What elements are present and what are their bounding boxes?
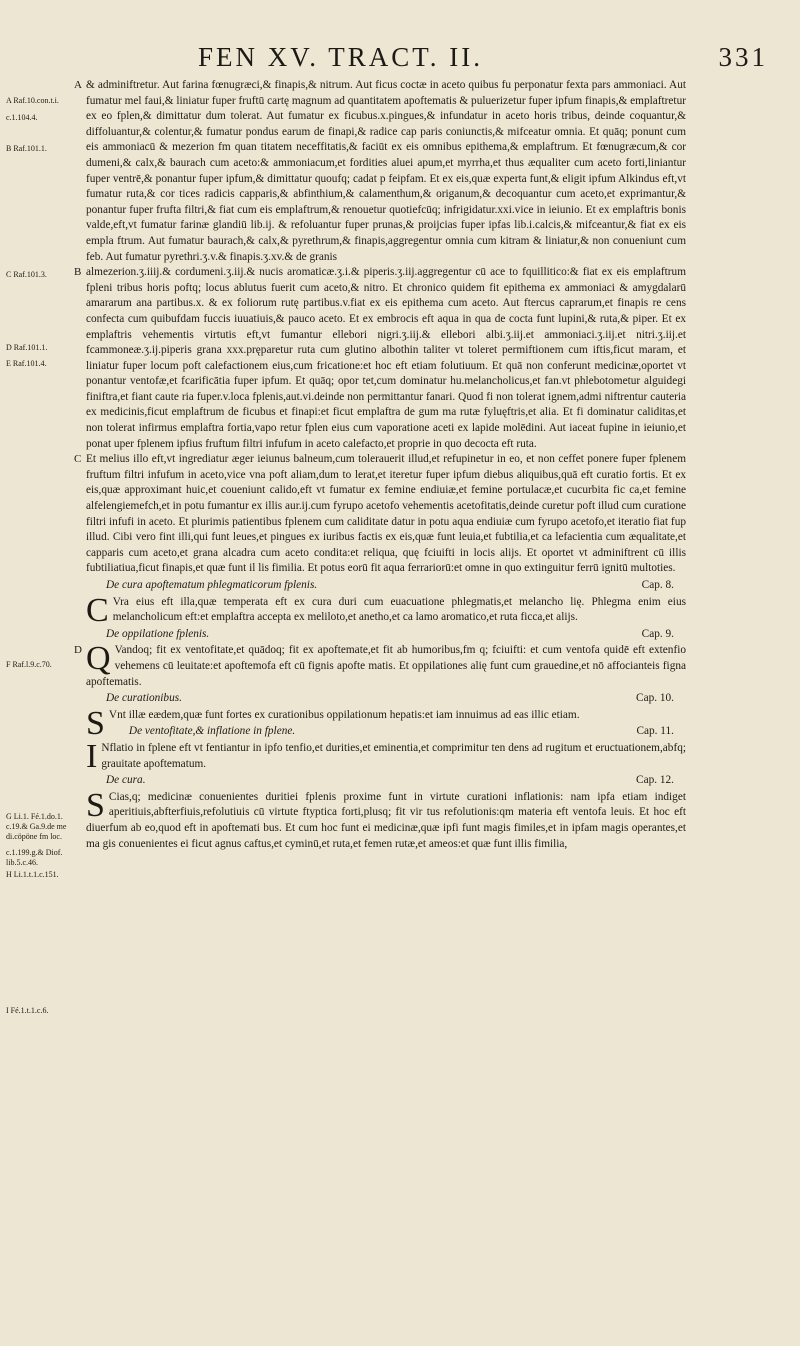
chapter-number: Cap. 8.: [641, 579, 674, 591]
margin-note: I Fé.1.t.1.c.6.: [6, 1006, 49, 1015]
page-number: 331: [718, 42, 768, 72]
margin-note: c.1.199.g.& Diof. lib.5.c.46.: [6, 848, 63, 867]
margin-note: F Raf.l.9.c.70.: [6, 660, 52, 669]
chapter-number: Cap. 12.: [636, 774, 674, 787]
section-letter: D: [74, 644, 82, 657]
chapter-title: De cura apoftematum phlegmaticorum fplenis.: [106, 579, 318, 591]
paragraph: [74, 452, 686, 577]
text-column: [74, 78, 686, 852]
paragraph-text: Vandoq; fit ex ventofitate,et quādoq; fit ex apoftemate,et fit ab humoribus,fm q; fciuifti: et cum ventofa quidē eft extenfio vehemens cū leuitate:et apoftemofa eft cū fignis apofte matis. Et oppilationes alię funt cum grauedine,et nō affocianteis figna apoftematis.: [86, 644, 686, 688]
running-header: [198, 42, 768, 82]
drop-capital: S: [86, 704, 105, 742]
margin-note: H Li.1.t.1.c.151.: [6, 870, 59, 879]
paragraph-text: almezerion.ʒ.iiij.& cordumeni.ʒ.iij.& nucis aromaticæ.ʒ.i.& piperis.ʒ.iij.aggregentur cū ace to fquillitico:& fiat ex eis emplaftrum fpleni tribus horis poftq; locus ablutus fuerit cum aceto,& nitro. Et chronico quidem fit epithema ex ammoniaci & amygdalarū amararum ana partibus.x. & ex foliorum rutę partibus.v.fiat ex eis epithema cum aceto. Aut ftercus caprarum,et finapis re cens confecta cum quibufdam fuccis iuuatiuis,& pauco aceto. Et ex embrocis eft aqua in qua de cocta funt lupini,& ruta,& piper. Et ex emplaftris vehementis virtutis eft,vt fumantur ellebori nigri.ʒ.iij.& ellebori albi.ʒ.iij.et ammoniaci.ʒ.iij.et nitri.ʒ.iij.et fcammoneæ.ʒ.ij.piperis grana xxx.pręparetur ruta cum glutino albothin taliter vt toleret permiftionem cum iftis,ficut maram, et liniatur fuper locum poft calefactionem eius,cum fricatione:et hoc eft etiam folutiuum. Et quā non conferunt medicinæ,oportet vt ponantur ventofæ,et fcarificātia fuper ipfum. Et quāq; opor tet,cum dominatur hu.melancholicus,et fan.vt phlebotometur alguidegi finiftra,et fiant caute ria fuper.v.loca fplenis,aut.vi.deinde non permittantur fanari. Quod fi non tolerat ignem,admi niftrentur cauteria ex medicinis,ficut emplaftrum de ficubus et finapi:et ficut emplaftra de gum ma rutæ fyluęftris,et alia. Et fi dominatur caliditas,et non tolerat infirmus emplaftra fortia,vapo retur fplen eius cum vaporatione aceti ex lapide molēdini. Aut iaceat fupine in ieiunio,et ponat uper fplenem ipfius fruftum filtri infufum in aceto calefacto,et proprie in quo decocta eft ruta.: [86, 266, 686, 450]
margin-note: C Raf.101.3.: [6, 270, 47, 279]
paragraph: [74, 640, 686, 690]
drop-capital: C: [86, 591, 109, 629]
paragraph: [74, 265, 686, 452]
paragraph-text: Et melius illo eft,vt ingrediatur æger ieiunus balneum,cum tolerauerit illud,et refupinetur in eo, et non ceffet ponere fuper fplenem fruftum filtri infufum in aceto,vice vna poft aliam,dum to lerat,et iteretur fuper ipfum diebus aliquibus,quā eft curatio fortis. Et ex eis,quæ approximant huic,et coueniunt calido,eft vt fumatur ex femine endiuiæ,et femine portulacæ,et cucurbita fic ca,et femine alfelengiemefch,et in potu fumantur ex illis aur.ij.cum fyrupo acetofo vehementis acetofitatis,deinde curetur poft illud cum curatione filtri infufi in aceto. Et plurimis patientibus fplenem cum caliditate datur in potu aqua endiuiæ cum fyrupo acetofo,et iteratio fiat fup illud. Cibi vero fint illi,qui funt leues,et pingues ex iuribus factis ex eis,quæ funt leuia,et fubtilia,et ca lefacientia cum æqualitate,et capparis cum aceto,et grana alcadra cum aceto condita:et reliqua, quę fciuifti in locis alijs. Et oportet vt adminiftrent cū illis fubtiliatiua,ficut finapis,et quæ funt il lis fimilia. Et potus eorū fit aqua ferrariorū:et omne in quo extinguitur ferrū ignitū multoties.: [86, 453, 686, 575]
paragraph: [74, 78, 686, 265]
margin-note: B Raf.101.1.: [6, 144, 47, 153]
paragraph: [86, 591, 686, 629]
chapter-number: Cap. 9.: [641, 627, 674, 640]
drop-capital: I: [86, 737, 98, 775]
paragraph-text: Nflatio in fplene eft vt fentiantur in ipfo tenfio,et durities,et eminentia,et comprimitur ten dens ad rugitum et eructuationem,abfq; grauitate apoftematum.: [101, 741, 686, 770]
paragraph-text: Cias,q; medicinæ conuenientes duritiei fplenis proxime funt in virtute curationi inflationis: nam ipfa etiam indiget aperitiuis,abfterfiuis,refolutiuis cū virtute ftyptica forti,plusq; fit vir tus refolutionis:qm materia eft ventofa leuis. Et hoc eft diuerfum ab eo,quod eft in apoftemati bus. Et cum hoc funt ei medicinæ,quæ ipfi funt magis fimiles,et in ipfam magis operantes,et ma gis conuenientes ei ficut agnus caftus,et cyminū,et ruta,et femen rutæ,et ameos:et quæ funt illis fimilia,: [86, 790, 686, 850]
chapter-title: De cura.: [106, 774, 146, 787]
chapter-heading: [86, 691, 686, 707]
chapter-heading: [86, 578, 686, 594]
chapter-title: De ventofitate,& inflatione in fplene.: [128, 725, 296, 738]
margin-note: G Li.1. Fé.1.do.1. c.19.& Ga.9.de me di.cöpöne fm loc.: [6, 812, 67, 841]
chapter-heading: [86, 627, 686, 643]
paragraph: [86, 786, 686, 852]
section-letter: A: [74, 79, 82, 91]
paragraph-text: Vnt illæ eædem,quæ funt fortes ex curationibus oppilationum hepatis:et iam innuimus ad eas illic etiam.: [108, 708, 580, 721]
margin-note: E Raf.101.4.: [6, 359, 47, 368]
section-letter: B: [74, 266, 82, 279]
margin-note: c.1.104.4.: [6, 113, 38, 122]
drop-capital: S: [86, 786, 105, 824]
chapter-title: De curationibus.: [106, 692, 182, 705]
paragraph: [86, 737, 686, 775]
header-title: FEN XV. TRACT. II.: [198, 42, 484, 72]
chapter-heading: [86, 773, 686, 789]
chapter-number: Cap. 11.: [636, 725, 674, 738]
chapter-heading: [109, 724, 686, 740]
drop-capital: Q: [86, 640, 111, 678]
chapter-number: Cap. 10.: [636, 692, 674, 705]
margin-note: D Raf.101.1.: [6, 343, 48, 352]
paragraph-text: & adminiftretur. Aut farina fœnugræci,& finapis,& nitrum. Aut ficus coctæ in aceto quibus fu perponatur fexta pars ammoniaci. Aut fumatur mel faui,& liniatur fuper fruftū cartę magnum ad quantitatem apoftematis & puluerizetur fuper ipfum finapis,& emplaftretur ex eo fplen,& dimittatur dum tolerat. Aut fumatur ex ficubus.x.pingues,& infundatur in aceto horis tribus, deinde coquantur,& diffoluantur,& colentur,& fumatur pondus earum de finapi,& radice cap paris coniunctis,& mifceatur omnia. Et quāq; ponunt cum eis ammoniacū & mezerion fm quan titatem neceffitatis,& faciūt ex eis omnibus epithema,& emplaftrum. Et fœnugræcum,& cor dumeni,& calx,& baurach cum aceto:& ammoniacum,et fordities aluei apum,et myrrha,et thus æqualiter cum aceto forti,liniantur fuper ventrē,& ponantur fuper ipfum,& dimittatur quoufq; cadat p feipfam. Et ex eis,quæ experta funt,& eligit ipfum Alkindus eft,vt fumatur ruta,& cor tices radicis capparis,& abfinthium,& calamenthum,& origanum,& decoquantur cum aceto,et exprimantur,& ponantur fuper frufta filtri,& fiat cum eis emplaftrum,& renouetur quotiefcūq; infrigidatur.xxi.vice in ieiunio. Et ex emplaftris bonis valde,eft,vt fumatur farinæ glandiū lib.ij. & refoluantur fuper prunas,& proijcias fuper ipfas lib.i.calcis,& mifceantur,& fiat ex eis empla ftrum. Aut fumatur baurach,& calx,& pyrethrum,& finapis,aggregentur omnia cum kitram & liniatur,& non conueniunt cum feb. Aut fumatur pyrethri.ʒ.v.& finapis.ʒ.xv.& de granis: [86, 79, 686, 263]
margin-note: A Raf.10.con.t.i.: [6, 96, 59, 105]
paragraph-text: Vra eius eft illa,quæ temperata eft ex cura duri cum euacuatione phlegmatis,et melancho lię. Phlegma enim eius melancholicum eft:et emplaftra accepta ex meliloto,et anetho,et ca lamo aromatico,et ruta ficca,et alijs.: [112, 595, 686, 624]
chapter-title: De oppilatione fplenis.: [106, 627, 210, 640]
section-letter: C: [74, 453, 82, 466]
